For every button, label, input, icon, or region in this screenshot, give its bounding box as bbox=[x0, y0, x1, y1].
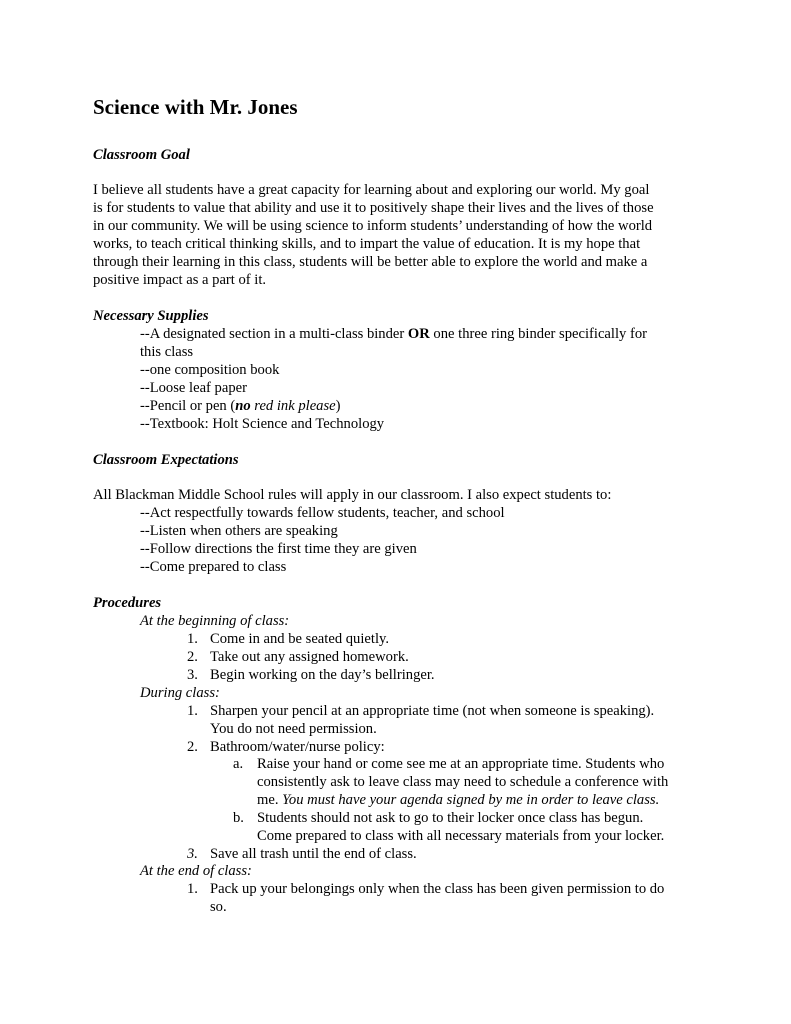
expectation-item: --Act respectfully towards fellow students, teacher, and school bbox=[140, 505, 505, 521]
list-number: 3. bbox=[187, 667, 198, 683]
procedure-item: Save all trash until the end of class. bbox=[210, 846, 417, 862]
procedures-heading: Procedures bbox=[93, 595, 162, 611]
supplies-heading: Necessary Supplies bbox=[93, 308, 209, 324]
procedure-item-cont: so. bbox=[210, 899, 227, 915]
procedure-item: Sharpen your pencil at an appropriate time (not when someone is speaking). bbox=[210, 703, 655, 719]
expectation-item: --Follow directions the first time they are given bbox=[140, 541, 417, 557]
procedure-item-cont: You do not need permission. bbox=[210, 721, 377, 737]
procedure-item: Bathroom/water/nurse policy: bbox=[210, 739, 385, 755]
expectation-item: --Listen when others are speaking bbox=[140, 523, 338, 539]
list-number: 1. bbox=[187, 631, 198, 647]
procedure-item: Come in and be seated quietly. bbox=[210, 631, 389, 647]
sub-procedure-item-cont: consistently ask to leave class may need to schedule a conference with bbox=[257, 774, 669, 790]
sub-list-letter: a. bbox=[233, 756, 244, 772]
supply-item-composition-book: --one composition book bbox=[140, 362, 280, 378]
expectations-intro: All Blackman Middle School rules will apply in our classroom. I also expect students to: bbox=[93, 487, 612, 503]
goal-line: is for students to value that ability and use it to positively shape their lives and the lives of those bbox=[93, 200, 654, 216]
supply-item-loose-leaf: --Loose leaf paper bbox=[140, 380, 247, 396]
list-number: 2. bbox=[187, 739, 198, 755]
procedures-beginning-label: At the beginning of class: bbox=[140, 613, 290, 629]
page-title: Science with Mr. Jones bbox=[93, 95, 298, 119]
goal-line: positive impact as a part of it. bbox=[93, 272, 267, 288]
supply-item-binder: --A designated section in a multi-class binder OR one three ring binder specifically for bbox=[140, 326, 647, 342]
goal-line: in our community. We will be using science to inform students’ understanding of how the world bbox=[93, 218, 653, 234]
procedure-item: Begin working on the day’s bellringer. bbox=[210, 667, 435, 683]
sub-procedure-item-cont: me. You must have your agenda signed by me in order to leave class. bbox=[257, 792, 660, 808]
sub-procedure-item: Students should not ask to go to their locker once class has begun. bbox=[257, 810, 644, 826]
sub-procedure-item-cont: Come prepared to class with all necessary materials from your locker. bbox=[257, 828, 665, 844]
list-number: 2. bbox=[187, 649, 198, 665]
procedures-during-label: During class: bbox=[140, 685, 220, 701]
goal-line: through their learning in this class, students will be better able to explore the world and make a bbox=[93, 254, 648, 270]
procedures-end-label: At the end of class: bbox=[140, 863, 252, 879]
list-number: 1. bbox=[187, 881, 198, 897]
supply-item-binder-cont: this class bbox=[140, 344, 194, 360]
goal-heading: Classroom Goal bbox=[93, 147, 190, 163]
list-number: 1. bbox=[187, 703, 198, 719]
goal-line: works, to teach critical thinking skills, and to impart the value of education. It is my hope that bbox=[93, 236, 641, 252]
expectation-item: --Come prepared to class bbox=[140, 559, 287, 575]
goal-line: I believe all students have a great capacity for learning about and exploring our world. My goal bbox=[93, 182, 650, 198]
list-number: 3. bbox=[187, 846, 198, 862]
supply-item-pencil: --Pencil or pen (no red ink please) bbox=[140, 398, 341, 414]
sub-list-letter: b. bbox=[233, 810, 244, 826]
sub-procedure-item: Raise your hand or come see me at an appropriate time. Students who bbox=[257, 756, 665, 772]
procedure-item: Take out any assigned homework. bbox=[210, 649, 409, 665]
expectations-heading: Classroom Expectations bbox=[93, 452, 239, 468]
supply-item-textbook: --Textbook: Holt Science and Technology bbox=[140, 416, 385, 432]
procedure-item: Pack up your belongings only when the class has been given permission to do bbox=[210, 881, 665, 897]
